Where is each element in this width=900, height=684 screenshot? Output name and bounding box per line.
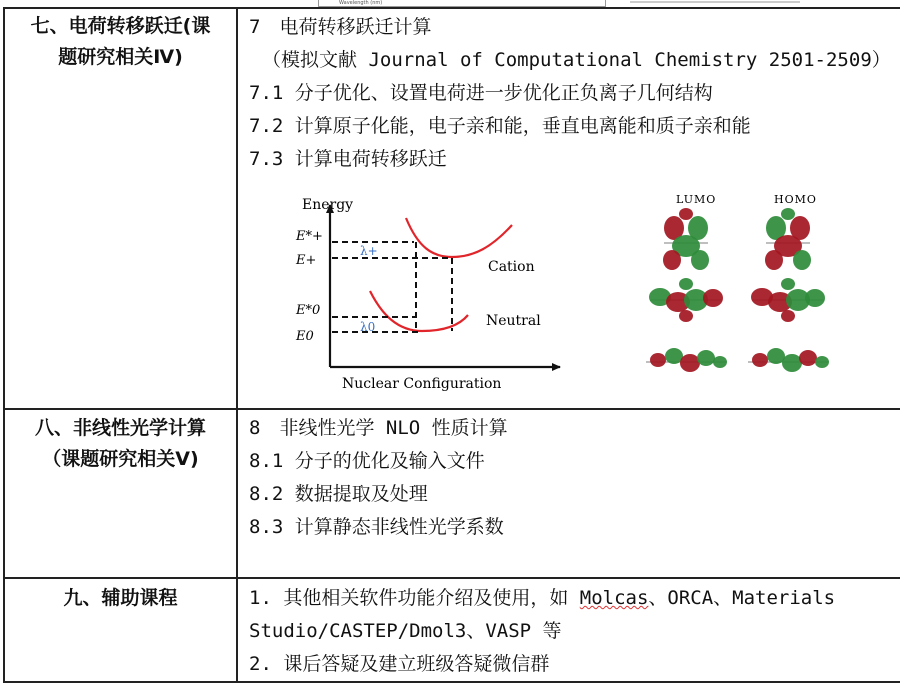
orbital-lobe (697, 350, 715, 366)
row-8-label (5, 413, 236, 475)
row-7-label-line: 题研究相关Ⅳ) (58, 46, 183, 68)
orbital-lobe (679, 208, 693, 220)
level-label-e-plus: E+ (296, 253, 317, 268)
neutral-curve (370, 291, 468, 331)
level-label-e-star-plus: E*+ (296, 229, 323, 244)
row-7-item: 7.3 计算电荷转移跃迁 (249, 148, 447, 170)
orbital-lobe (793, 250, 811, 270)
orbital-lobe (650, 353, 666, 367)
cation-curve (406, 218, 512, 257)
row-7-label-line: 七、电荷转移跃迁(课 (30, 15, 211, 37)
energy-axis-label: Energy (302, 197, 354, 213)
orbital-lobe (713, 356, 727, 368)
level-label-e-star-zero: E*0 (296, 303, 321, 318)
level-label-e-zero: E0 (296, 329, 314, 344)
row-8-label-line: 八、非线性光学计算 (34, 417, 206, 439)
row-8-item: 8.3 计算静态非线性光学系数 (249, 516, 504, 538)
orbital-lobe (679, 310, 693, 322)
orbital-lobe (691, 250, 709, 270)
orbital-lobe (815, 356, 829, 368)
orbital-lobe (781, 278, 795, 290)
orbital-lobe (765, 250, 783, 270)
table-border-top (3, 7, 900, 9)
row-divider-2 (3, 577, 900, 579)
column-divider (236, 7, 238, 683)
row-divider-1 (3, 408, 900, 410)
row-7-heading: 7 电荷转移跃迁计算 (249, 16, 432, 38)
orbital-lobe (752, 353, 768, 367)
row-9-label-line: 九、辅助课程 (63, 587, 178, 609)
orbital-lobe (663, 250, 681, 270)
orbital-lobe (781, 310, 795, 322)
row-8-item: 8.1 分子的优化及输入文件 (249, 450, 485, 472)
row-8-item: 8.2 数据提取及处理 (249, 483, 428, 505)
row-7-reference: （模拟文献 Journal of Computational Chemistry 2501-2509） (262, 49, 891, 71)
previous-figure-fragment-2 (622, 0, 812, 6)
homo-lumo-orbital-images (640, 188, 850, 396)
orbital-lobe (680, 354, 700, 372)
row-7-item: 7.1 分子优化、设置电荷进一步优化正负离子几何结构 (249, 82, 713, 104)
row-9-item: 2. 课后答疑及建立班级答疑微信群 (249, 653, 550, 675)
orbital-lobe (799, 350, 817, 366)
cation-label: Cation (488, 259, 535, 275)
row-8-label-line: （课题研究相关Ⅴ) (42, 448, 199, 470)
row-7-item: 7.2 计算原子化能，电子亲和能，垂直电离能和质子亲和能 (249, 115, 751, 137)
charge-transfer-energy-diagram (290, 185, 580, 400)
lambda-zero-label: λ0 (360, 320, 376, 334)
orbital-lobes (646, 208, 829, 372)
previous-figure-fragment (318, 0, 606, 7)
orbital-lobe (782, 354, 802, 372)
spellcheck-word: Molcas (579, 587, 649, 609)
row-9-item: Studio/CASTEP/Dmol3、VASP 等 (249, 620, 562, 642)
lambda-plus-label: λ+ (360, 244, 378, 258)
row-9-item-text: 1. 其他相关软件功能介绍及使用，如 (249, 587, 580, 609)
orbital-lobe (703, 289, 723, 307)
row-9-label (5, 583, 236, 614)
table-border-bottom (3, 681, 900, 683)
row-9-item (249, 582, 835, 615)
lumo-label: LUMO (676, 193, 717, 206)
orbital-lobe (805, 289, 825, 307)
table-border-left (3, 7, 5, 683)
row-9-item-text: 、ORCA、Materials (648, 587, 836, 609)
homo-label: HOMO (774, 193, 817, 206)
configuration-axis-label: Nuclear Configuration (342, 376, 502, 392)
orbital-lobe (679, 278, 693, 290)
orbital-lobe (781, 208, 795, 220)
neutral-label: Neutral (486, 313, 541, 329)
row-8-heading: 8 非线性光学 NLO 性质计算 (249, 417, 508, 439)
row-7-label (5, 11, 236, 73)
previous-figure-axis-label: Wavelength (nm) (339, 0, 383, 6)
